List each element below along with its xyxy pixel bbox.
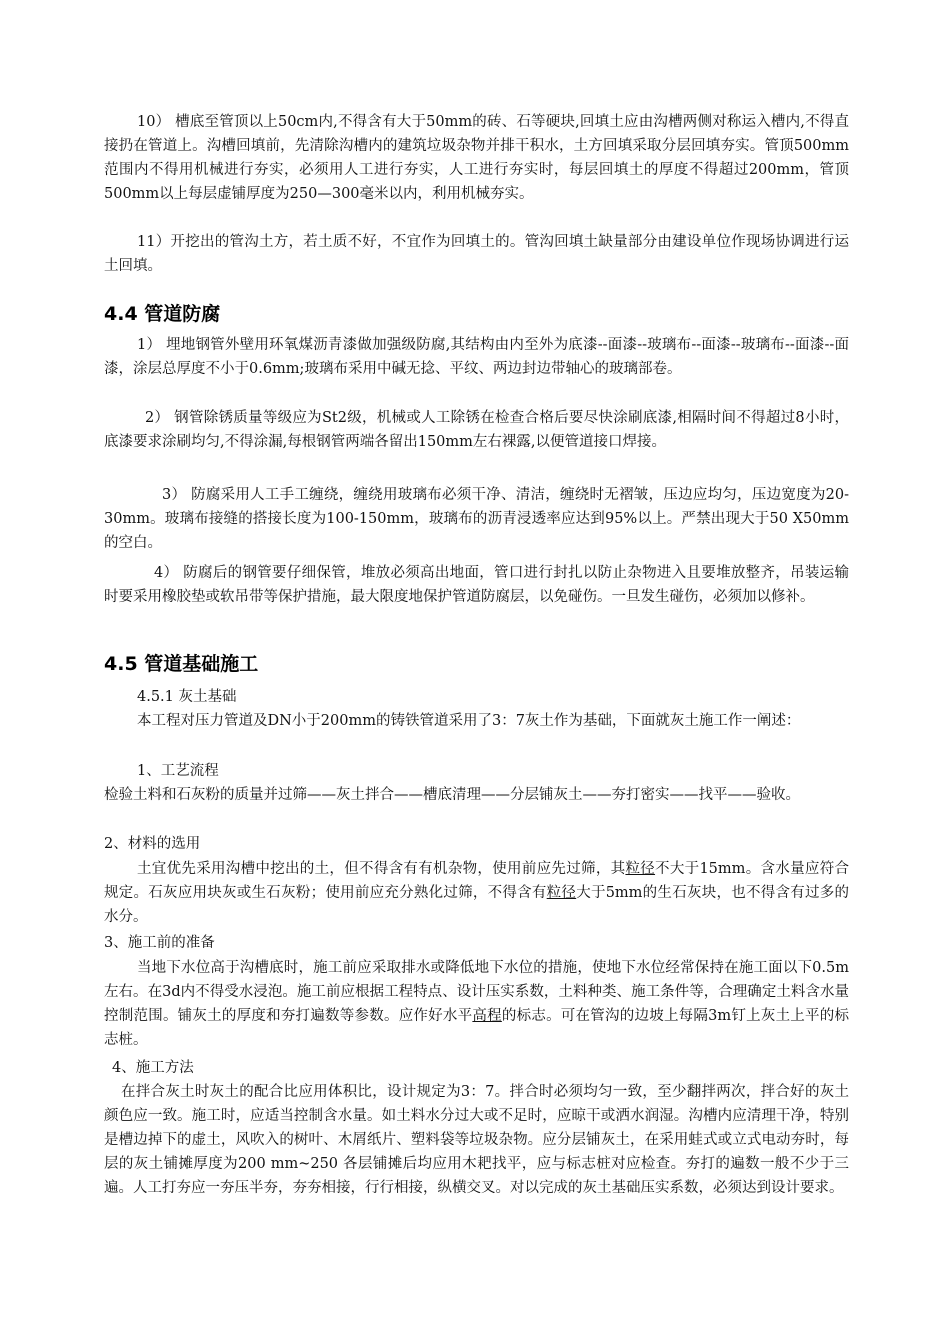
section-title-4-5: 4.5 管道基础施工	[104, 653, 259, 675]
section-title-4-4: 4.4 管道防腐	[104, 303, 221, 325]
preparation-text-a: 当地下水位高于沟槽底时，施工前应采取排水或降低地下水位的措施，使地下水位经常保持在施工面以下0.5m左右。在3d内不得受水浸泡。施工前应根据工程特点、设计压实系数，土料种类、施工条件等，合理确定土料含水量控制范围。铺灰土的厚度和夯打遍数等参数。应作好水平	[104, 960, 849, 1024]
paragraph-anticorrosion-3: 3） 防腐采用人工手工缠绕，缠绕用玻璃布必须干净、清洁，缠绕时无褶皱，压边应均匀，压边宽度为20-30mm。玻璃布接缝的搭接长度为100-150mm，玻璃布的沥青浸透率应达到95%以上。严禁出现大于50 X50mm的空白。	[104, 487, 849, 551]
preparation-text-b: 的标志。可在管沟的边坡上每隔3m钉上灰土上平的标志桩。	[104, 1008, 850, 1048]
paragraph-materials	[104, 857, 849, 929]
paragraph-preparation	[104, 956, 849, 1052]
paragraph-process-flow: 检验土料和石灰粉的质量并过筛——灰土拌合——槽底清理——分层铺灰土——夯打密实——找平——验收。	[104, 787, 800, 803]
materials-text-b: 不大于15mm。含水量应符合规定。石灰应用块灰或生石灰粉；使用前应充分熟化过筛，不得含有	[104, 861, 850, 901]
paragraph-intro: 本工程对压力管道及DN小于200mm的铸铁管道采用了3：7灰土作为基础，下面就灰土施工作一阐述：	[137, 713, 801, 729]
paragraph-backfill-11: 11）开挖出的管沟土方，若土质不好，不宜作为回填土的。管沟回填土缺量部分由建设单位作现场协调进行运土回填。	[104, 234, 849, 274]
heading-construction-method: 4、施工方法	[112, 1060, 194, 1076]
paragraph-backfill-10: 10） 槽底至管顶以上50cm内,不得含有大于50mm的砖、石等硬块,回填土应由沟槽两侧对称运入槽内,不得直接扔在管道上。沟槽回填前，先清除沟槽内的建筑垃圾杂物并排干积水，土方回填采取分层回填夯实。管顶500mm范围内不得用机械进行夯实，必须用人工进行夯实，人工进行夯实时，每层回填土的厚度不得超过200mm，管顶500mm以上每层虚铺厚度为250—300毫米以内，利用机械夯实。	[104, 114, 849, 202]
materials-text-c: 大于5mm的生石灰块，也不得含有过多的水分。	[104, 885, 849, 925]
paragraph-anticorrosion-2: 2） 钢管除锈质量等级应为St2级，机械或人工除锈在检查合格后要尽快涂刷底漆,相隔时间不得超过8小时，底漆要求涂刷均匀,不得涂漏,每根钢管两端各留出150mm左右裸露,以便管道接口焊接。	[104, 410, 849, 450]
paragraph-construction-method: 在拌合灰土时灰土的配合比应用体积比，设计规定为3：7。拌合时必须均匀一致，至少翻拌两次，拌合好的灰土颜色应一致。施工时，应适当控制含水量。如土料水分过大或不足时，应晾干或洒水润湿。沟槽内应清理干净，特别是槽边掉下的虚土，风吹入的树叶、木屑纸片、塑料袋等垃圾杂物。应分层铺灰土，在采用蛙式或立式电动夯时，每层的灰土铺摊厚度为200 mm~250 各层铺摊后均应用木耙找平，应与标志桩对应检查。夯打的遍数一般不少于三遍。人工打夯应一夯压半夯，夯夯相接，行行相接，纵横交叉。对以完成的灰土基础压实系数，必须达到设计要求。	[104, 1084, 849, 1196]
paragraph-anticorrosion-1: 1） 埋地钢管外壁用环氧煤沥青漆做加强级防腐,其结构由内至外为底漆--面漆--玻璃布--面漆--玻璃布--面漆--面漆，涂层总厚度不小于0.6mm;玻璃布采用中碱无捻、平纹、两边封边带轴心的玻璃部卷。	[104, 337, 849, 377]
heading-process-flow: 1、工艺流程	[137, 763, 219, 779]
heading-materials: 2、材料的选用	[104, 836, 201, 852]
particle-size-term-1: 粒径	[625, 861, 656, 877]
materials-text-a: 土宜优先采用沟槽中挖出的土，但不得含有有机杂物，使用前应先过筛，其	[137, 861, 626, 877]
paragraph-anticorrosion-4: 4） 防腐后的钢管要仔细保管，堆放必须高出地面，管口进行封扎以防止杂物进入且要堆放整齐，吊装运输时要采用橡胶垫或软吊带等保护措施，最大限度地保护管道防腐层，以免碰伤。一旦发生碰伤，必须加以修补。	[104, 565, 849, 605]
particle-size-term-2: 粒径	[546, 885, 577, 901]
heading-preparation: 3、施工前的准备	[104, 935, 215, 951]
elevation-term: 高程	[472, 1008, 502, 1024]
subsection-title-4-5-1: 4.5.1 灰土基础	[137, 689, 237, 705]
